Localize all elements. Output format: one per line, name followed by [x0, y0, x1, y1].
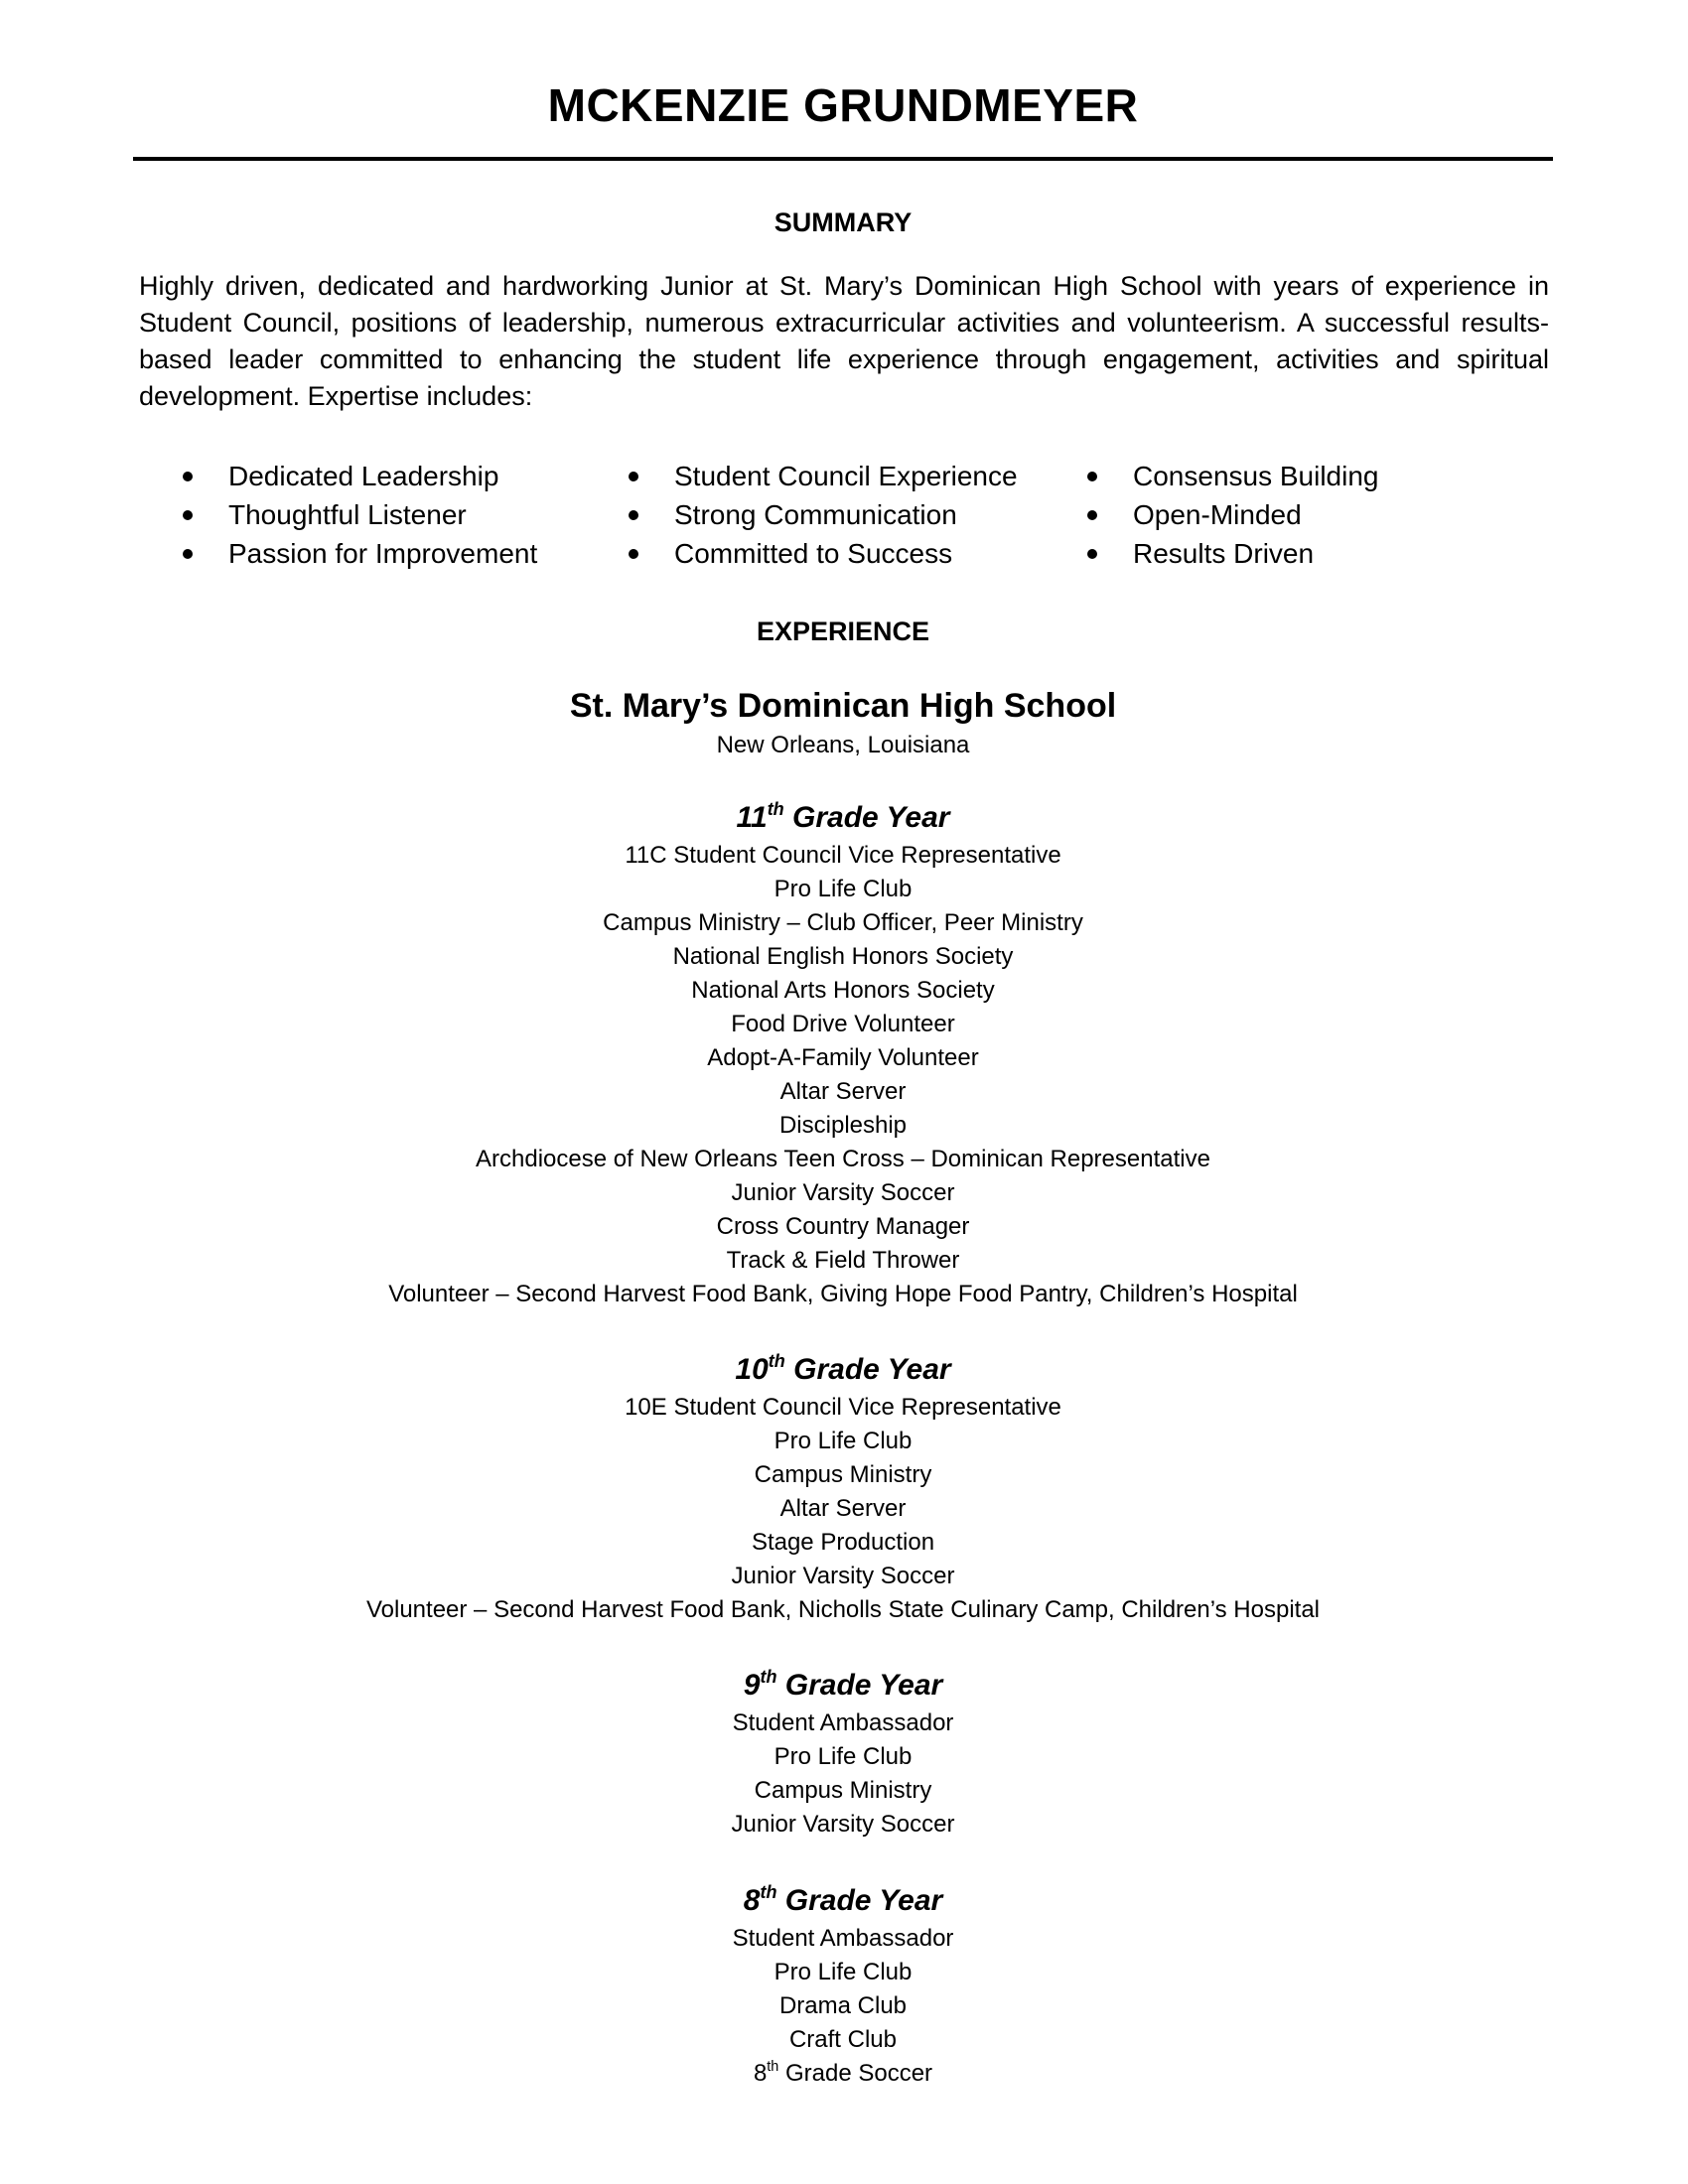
grade-title-rest: Grade Year: [783, 801, 950, 834]
activity-item: Student Ambassador: [732, 1925, 954, 1952]
activity-item: Student Ambassador: [732, 1709, 954, 1736]
grade-suffix: th: [768, 1351, 785, 1372]
activity-item: 11C Student Council Vice Representative: [625, 842, 1061, 869]
bullet-icon: [183, 549, 193, 559]
expertise-item: [183, 457, 537, 495]
activity-item: Altar Server: [779, 1495, 907, 1522]
activity-list: [133, 1391, 1553, 1627]
activity-list: [133, 1706, 1553, 1842]
activity-item: Adopt-A-Family Volunteer: [707, 1044, 979, 1071]
bullet-icon: [1087, 510, 1097, 520]
summary-heading: SUMMARY: [774, 207, 913, 237]
activity-item: Track & Field Thrower: [726, 1247, 960, 1274]
grade-section-9: [133, 1667, 1553, 1842]
grade-title: [133, 1882, 1553, 1920]
activity-list: [133, 839, 1553, 1311]
expertise-item: [183, 495, 537, 534]
activity-item: Cross Country Manager: [716, 1213, 970, 1240]
expertise-column-2: [629, 457, 1018, 573]
resume-name: MCKENZIE GRUNDMEYER: [547, 79, 1139, 131]
organization-name: St. Mary’s Dominican High School: [569, 687, 1117, 725]
expertise-label: Passion for Improvement: [228, 538, 538, 569]
activity-item: Pro Life Club: [774, 1959, 913, 1985]
grade-suffix: th: [767, 799, 784, 820]
activity-item: National Arts Honors Society: [691, 977, 995, 1004]
activity-item: Stage Production: [751, 1529, 935, 1556]
activity-item: Junior Varsity Soccer: [731, 1179, 955, 1206]
expertise-label: Thoughtful Listener: [228, 499, 467, 530]
activity-item: Discipleship: [778, 1112, 908, 1139]
expertise-item: [1087, 457, 1379, 495]
organization-location: New Orleans, Louisiana: [716, 732, 970, 758]
activity-item: Volunteer – Second Harvest Food Bank, Nicholls State Culinary Camp, Children’s Hospital: [365, 1596, 1321, 1623]
activity-list: [133, 1922, 1553, 2091]
activity-item: Craft Club: [788, 2026, 898, 2053]
grade-title-rest: Grade Year: [784, 1353, 951, 1386]
expertise-item: [183, 534, 537, 573]
activity-item: Volunteer – Second Harvest Food Bank, Giving Hope Food Pantry, Children’s Hospital: [388, 1281, 1298, 1307]
bullet-icon: [1087, 472, 1097, 481]
grade-title: [133, 1351, 1553, 1389]
grade-number: 10: [735, 1353, 769, 1386]
bullet-icon: [629, 549, 638, 559]
activity-item: Campus Ministry – Club Officer, Peer Ministry: [603, 909, 1083, 936]
expertise-label: Student Council Experience: [674, 461, 1018, 491]
activity-item: Drama Club: [778, 1992, 908, 2019]
activity-item: Altar Server: [779, 1078, 907, 1105]
bullet-icon: [183, 472, 193, 481]
header-divider: [133, 157, 1553, 161]
bullet-icon: [183, 510, 193, 520]
activity-item: Junior Varsity Soccer: [731, 1811, 955, 1838]
activity-item: Pro Life Club: [774, 1743, 913, 1770]
grade-suffix: th: [760, 1667, 777, 1688]
activity-item: Campus Ministry: [754, 1461, 932, 1488]
activity-item: [133, 2057, 1553, 2091]
grade-section-10: [133, 1351, 1553, 1627]
bullet-icon: [629, 472, 638, 481]
grade-section-11: [133, 799, 1553, 1311]
expertise-item: [629, 457, 1018, 495]
expertise-label: Strong Communication: [674, 499, 957, 530]
expertise-label: Results Driven: [1133, 538, 1315, 569]
grade-number: 11: [736, 801, 768, 834]
activity-item: 10E Student Council Vice Representative: [625, 1394, 1061, 1421]
expertise-label: Consensus Building: [1133, 461, 1379, 491]
expertise-list: [0, 457, 1688, 576]
grade-section-8: [133, 1882, 1553, 2091]
activity-number: 8: [753, 2060, 768, 2087]
expertise-column-1: [183, 457, 537, 573]
activity-item: Archdiocese of New Orleans Teen Cross – Dominican Representative: [476, 1146, 1210, 1172]
expertise-item: [629, 495, 1018, 534]
activity-rest: Grade Soccer: [778, 2060, 933, 2087]
activity-suffix: th: [767, 2059, 779, 2076]
activity-item: National English Honors Society: [672, 943, 1014, 970]
grade-number: 9: [743, 1669, 761, 1702]
expertise-item: [629, 534, 1018, 573]
activity-item: Campus Ministry: [754, 1777, 932, 1804]
grade-suffix: th: [760, 1882, 777, 1903]
bullet-icon: [629, 510, 638, 520]
summary-paragraph: Highly driven, dedicated and hardworking Junior at St. Mary’s Dominican High School with years of experience in Student Council, positions of leadership, numerous extracurricular activities and volunteerism. A successful results-based leader committed to enhancing the student life experience through engagement, activities and spiritual development. Expertise includes:: [139, 271, 1549, 411]
grade-number: 8: [743, 1884, 761, 1917]
grade-title: [133, 1667, 1553, 1705]
expertise-item: [1087, 534, 1379, 573]
grade-title: [133, 799, 1553, 837]
activity-item: Junior Varsity Soccer: [731, 1563, 955, 1589]
bullet-icon: [1087, 549, 1097, 559]
expertise-label: Dedicated Leadership: [228, 461, 499, 491]
expertise-item: [1087, 495, 1379, 534]
grade-title-rest: Grade Year: [776, 1884, 943, 1917]
expertise-column-3: [1087, 457, 1379, 573]
expertise-label: Open-Minded: [1133, 499, 1302, 530]
expertise-label: Committed to Success: [674, 538, 953, 569]
activity-item: Pro Life Club: [774, 876, 913, 902]
experience-heading: EXPERIENCE: [756, 616, 930, 646]
grade-title-rest: Grade Year: [776, 1669, 943, 1702]
activity-item: Food Drive Volunteer: [731, 1011, 955, 1037]
activity-item: Pro Life Club: [774, 1428, 913, 1454]
